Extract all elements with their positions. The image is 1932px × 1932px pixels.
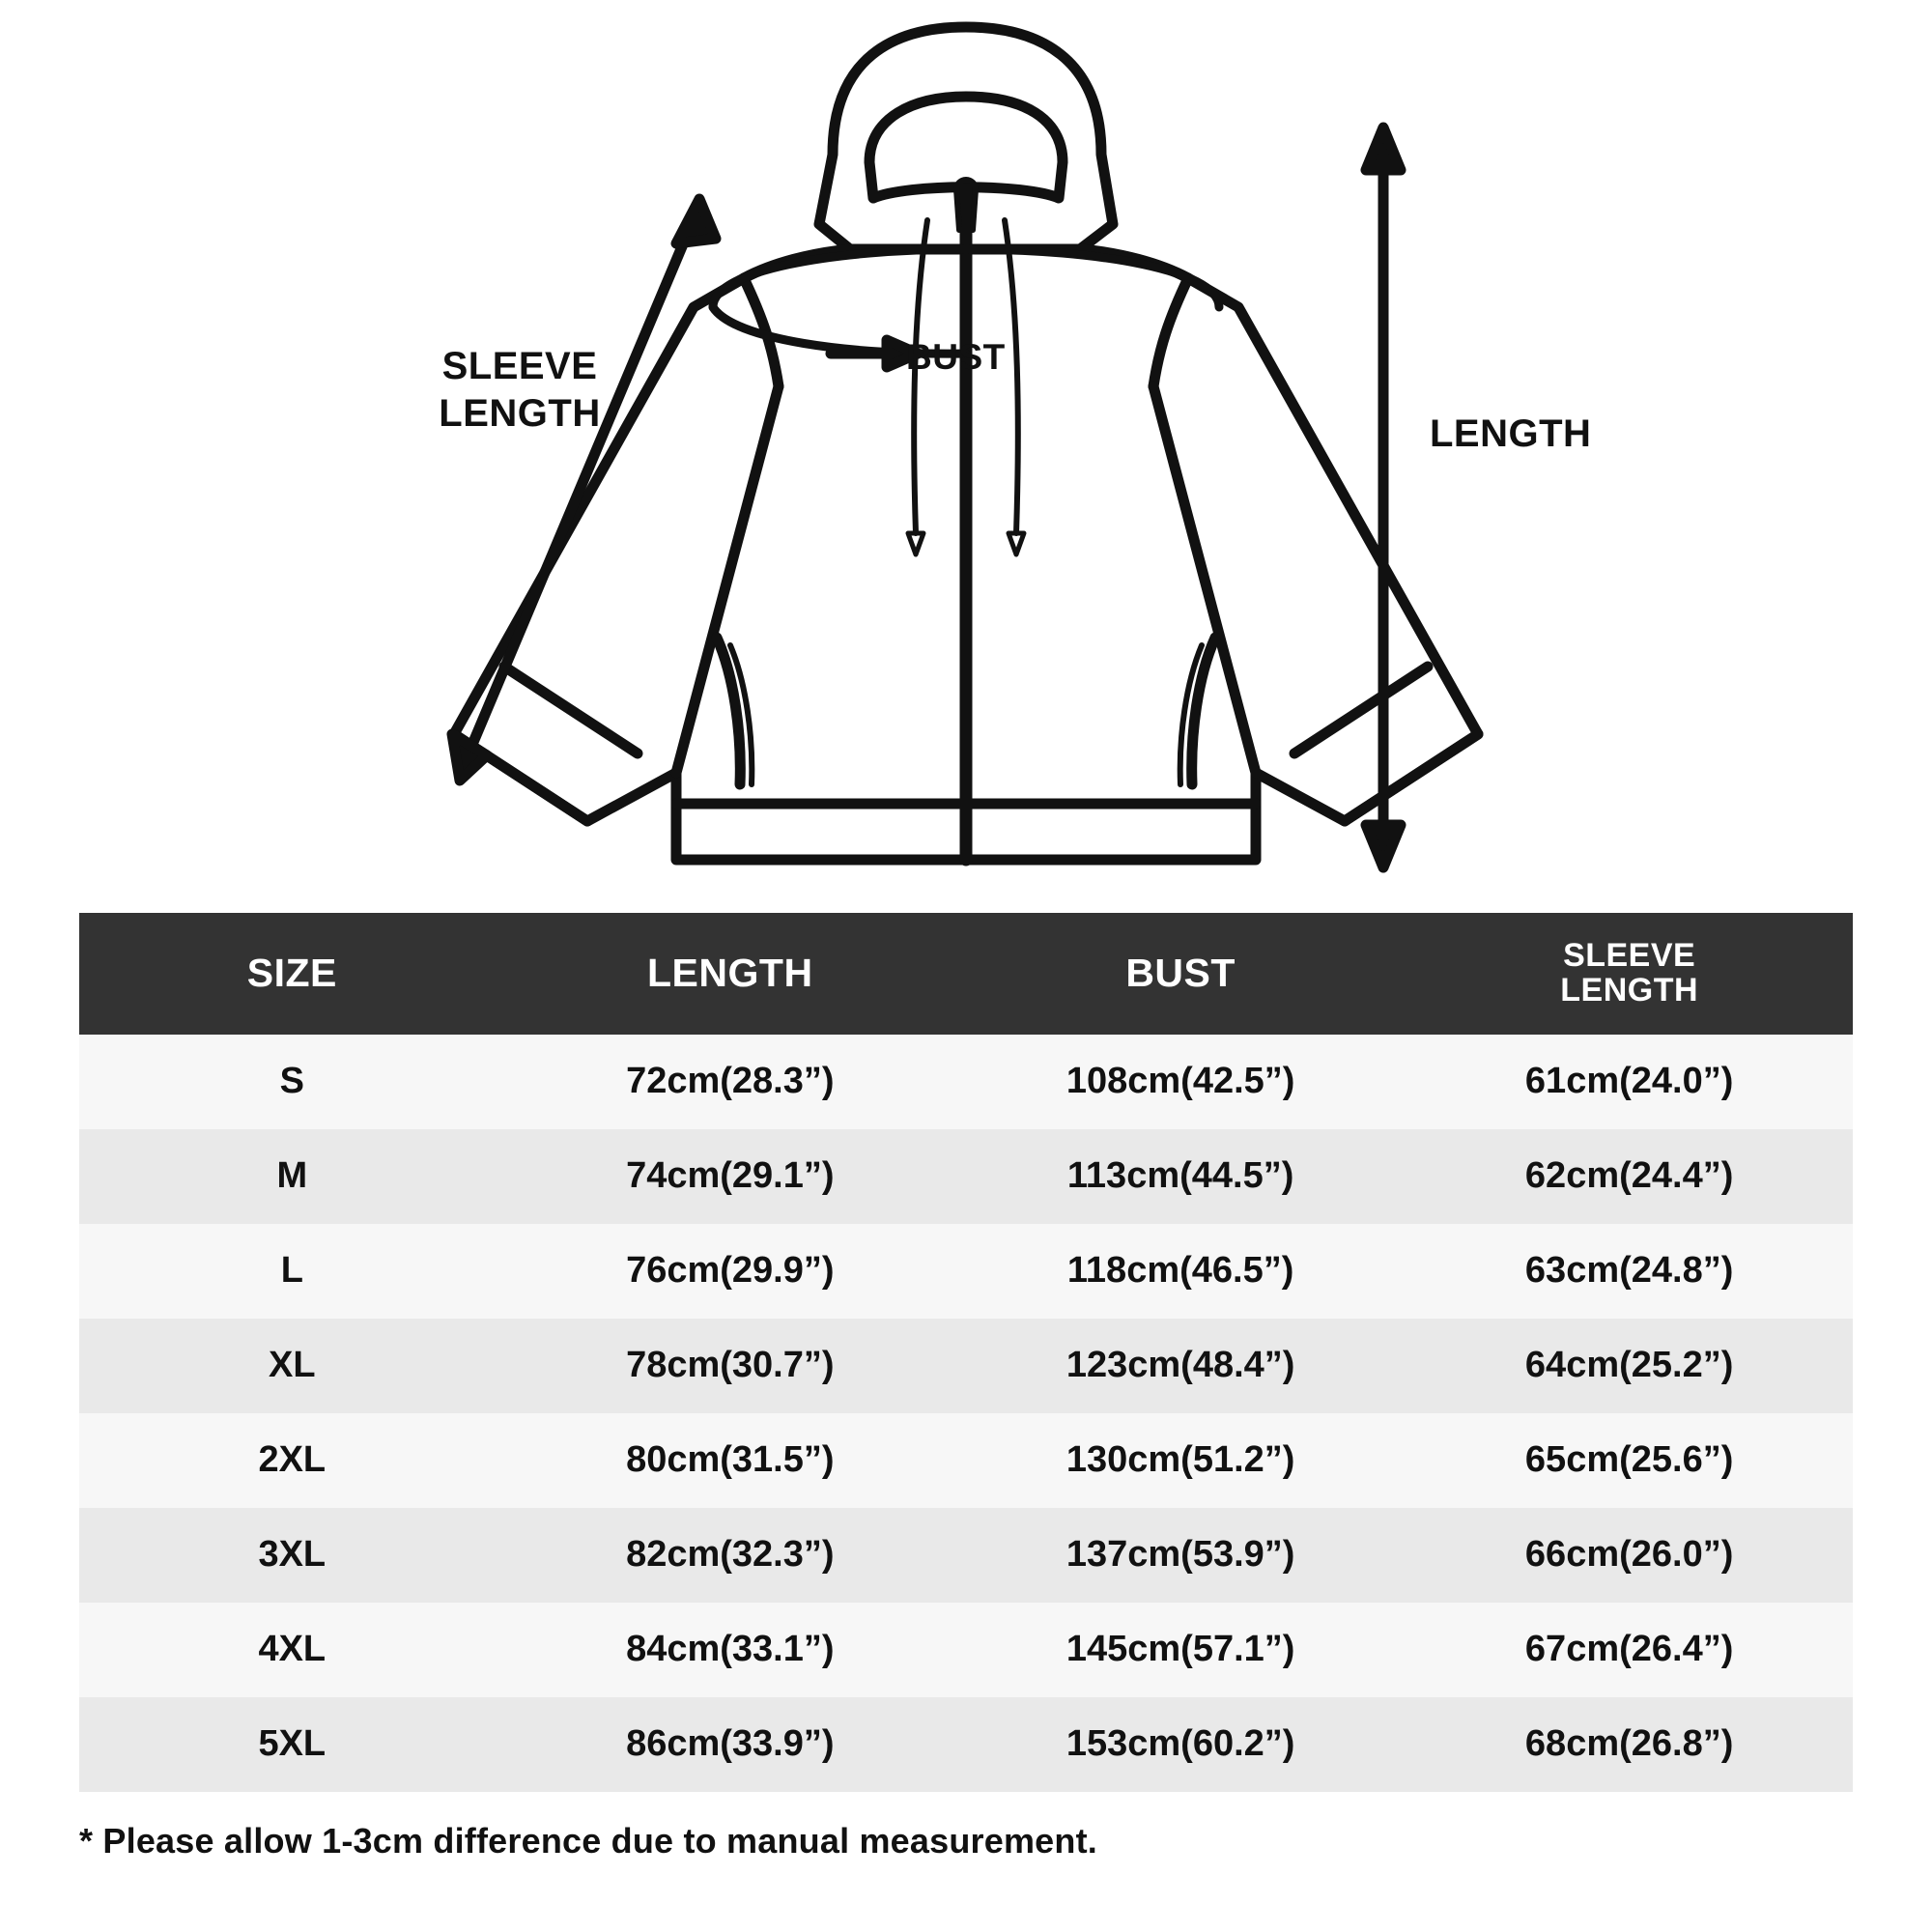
cell-bust: 137cm(53.9”) [1065,1534,1295,1576]
sleeve-arrow-head-bottom [452,734,487,781]
cell-length: 74cm(29.1”) [626,1155,835,1197]
length-arrow-head-bottom [1366,825,1401,867]
sleeve-length-label-line2: LENGTH [439,391,601,435]
length-arrow-head-top [1366,128,1401,170]
cell-sleeve: 65cm(25.6”) [1524,1439,1734,1481]
cell-size: XL [269,1345,316,1386]
measurement-footnote: * Please allow 1-3cm difference due to manual measurement. [79,1821,1097,1861]
cell-length: 84cm(33.1”) [626,1629,835,1670]
body-right-outline [966,249,1478,860]
cell-size: 2XL [258,1439,327,1481]
sleeve-length-label-line1: SLEEVE [441,345,598,387]
table-row [79,1224,1853,1319]
table-row [79,1508,1853,1603]
cuff-top-right [1294,667,1428,753]
table-row [79,1035,1853,1129]
header-length: LENGTH [505,913,955,1035]
cell-length: 76cm(29.9”) [626,1250,835,1292]
cell-length: 86cm(33.9”) [626,1723,835,1765]
cell-sleeve: 67cm(26.4”) [1524,1629,1734,1670]
cell-size: S [279,1061,304,1102]
cell-bust: 113cm(44.5”) [1066,1155,1294,1197]
size-table-container [79,913,1853,1792]
table-row [79,1129,1853,1224]
cell-bust: 145cm(57.1”) [1065,1629,1295,1670]
sleeve-length-label [394,343,645,438]
sleeve-arrow-head-top [676,199,716,243]
cell-sleeve: 64cm(25.2”) [1524,1345,1734,1386]
size-table-body [79,1035,1853,1792]
header-size: SIZE [79,913,505,1035]
cell-size: 4XL [258,1629,327,1670]
sleeve-seam-left [676,386,779,773]
cell-bust: 130cm(51.2”) [1065,1439,1295,1481]
cell-bust: 118cm(46.5”) [1066,1250,1294,1292]
shoulder-seam-right [1153,278,1188,386]
header-bust: BUST [955,913,1406,1035]
cell-size: M [276,1155,308,1197]
cell-sleeve: 63cm(24.8”) [1524,1250,1734,1292]
cuff-line-right [1345,734,1478,821]
cell-size: 3XL [258,1534,327,1576]
sleeve-seam-right [1153,386,1256,773]
cell-size: 5XL [258,1723,327,1765]
cell-length: 72cm(28.3”) [626,1061,835,1102]
table-row [79,1603,1853,1697]
header-sleeve-length-line2: LENGTH [1560,972,1699,1009]
cell-bust: 108cm(42.5”) [1065,1061,1295,1102]
cell-sleeve: 61cm(24.0”) [1524,1061,1734,1102]
cell-sleeve: 68cm(26.8”) [1524,1723,1734,1765]
cell-size: L [280,1250,303,1292]
zipper-pull [956,180,976,230]
cell-sleeve: 62cm(24.4”) [1524,1155,1734,1197]
table-row [79,1697,1853,1792]
drawcord-tip-right [1009,533,1024,554]
table-header-row [79,913,1853,1035]
header-sleeve-length-line1: SLEEVE [1563,937,1696,974]
header-sleeve-length [1406,913,1853,1035]
cell-bust: 123cm(48.4”) [1065,1345,1295,1386]
table-row [79,1319,1853,1413]
sleeve-arrow-line [464,214,696,765]
cuff-top-left [504,667,638,753]
table-row [79,1413,1853,1508]
drawcord-tip-left [908,533,923,554]
size-table [79,913,1853,1792]
cell-bust: 153cm(60.2”) [1065,1723,1295,1765]
cell-length: 78cm(30.7”) [626,1345,835,1386]
cell-length: 80cm(31.5”) [626,1439,835,1481]
length-label: LENGTH [1430,412,1592,455]
size-table-head [79,913,1853,1035]
cell-sleeve: 66cm(26.0”) [1524,1534,1734,1576]
cell-length: 82cm(32.3”) [626,1534,835,1576]
bust-label: BUST [906,337,1006,377]
garment-illustration [0,0,1932,908]
